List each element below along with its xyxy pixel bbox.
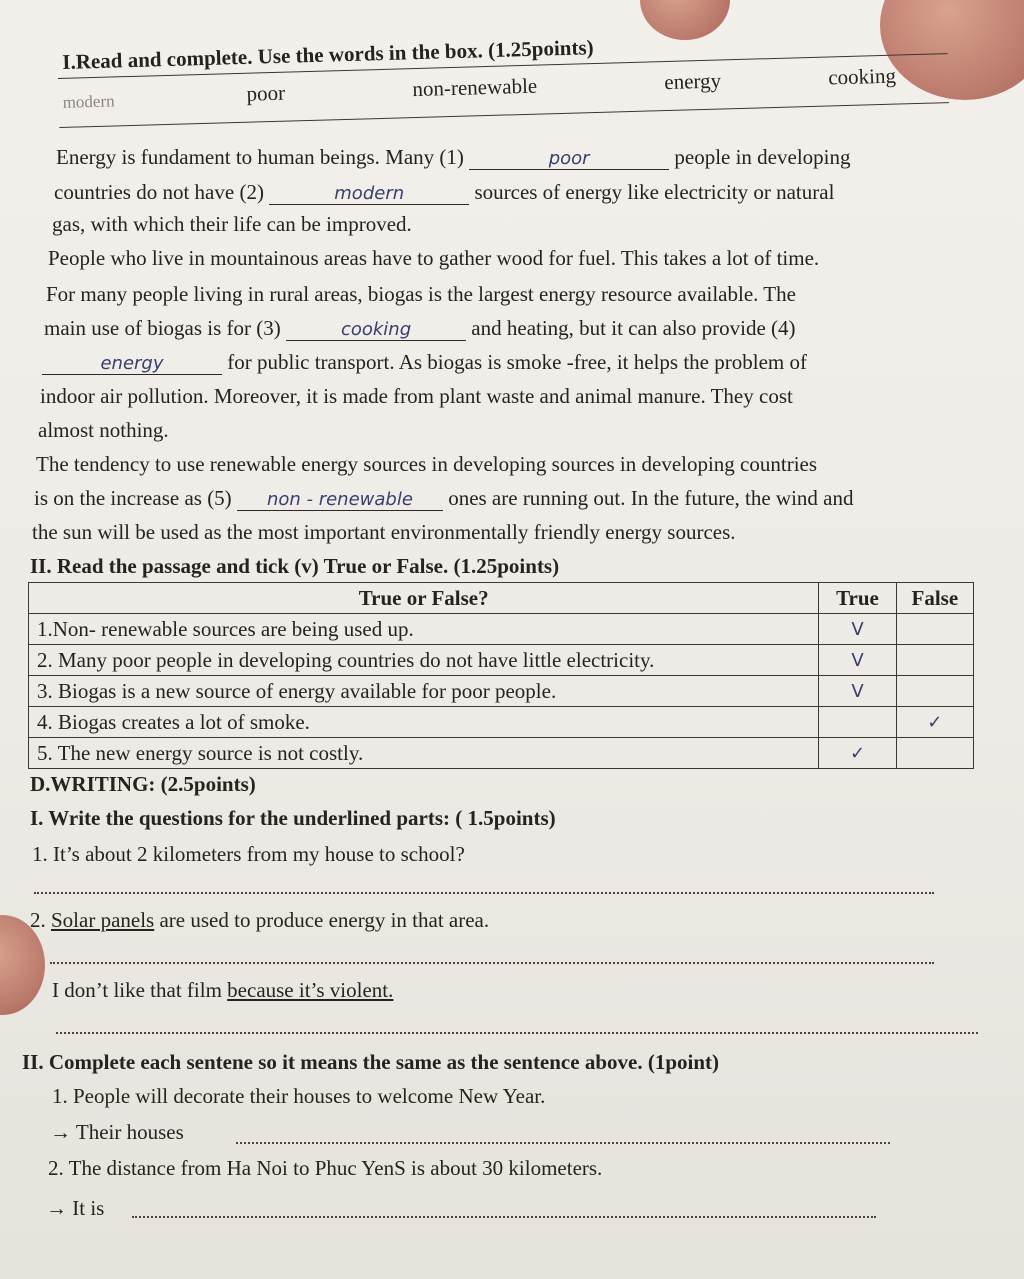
- answer-4: energy: [42, 354, 222, 375]
- passage-line: For many people living in rural areas, biogas is the largest energy resource available. The: [46, 282, 796, 306]
- word-box-item: energy: [664, 68, 722, 95]
- answer-line-5[interactable]: [132, 1216, 876, 1218]
- answer-line-4[interactable]: [236, 1142, 890, 1144]
- false-cell[interactable]: [896, 738, 973, 769]
- sentence-2-prompt: → It is: [46, 1196, 105, 1220]
- header-false: False: [896, 583, 973, 614]
- sentence-1: 1. People will decorate their houses to welcome New Year.: [52, 1084, 546, 1108]
- passage-line: almost nothing.: [38, 418, 169, 442]
- passage-line: is on the increase as (5) non - renewable ones are running out. In the future, the wind and: [34, 486, 854, 510]
- answer-line-1[interactable]: [34, 892, 934, 894]
- passage-line: energy for public transport. As biogas is smoke -free, it helps the problem of: [42, 350, 807, 375]
- header-statement: True or False?: [29, 583, 819, 614]
- false-cell[interactable]: [896, 676, 973, 707]
- true-false-table: [28, 582, 974, 769]
- passage-line: The tendency to use renewable energy sources in developing sources in developing countries: [36, 452, 818, 476]
- sentence-1-prompt: → Their houses: [50, 1120, 184, 1144]
- statement-cell: 5. The new energy source is not costly.: [29, 738, 819, 769]
- answer-3: cooking: [286, 320, 466, 341]
- table-row: [29, 676, 974, 707]
- false-cell[interactable]: ✓: [896, 707, 973, 738]
- passage-line: countries do not have (2) modern sources of energy like electricity or natural: [54, 180, 835, 204]
- table-row: [29, 707, 974, 738]
- section2-title: II. Read the passage and tick (v) True or False. (1.25points): [30, 554, 560, 578]
- writing-title: D.WRITING: (2.5points): [30, 772, 256, 796]
- passage-line: indoor air pollution. Moreover, it is made from plant waste and animal manure. They cost: [40, 384, 793, 408]
- answer-5: non - renewable: [237, 490, 443, 511]
- true-cell[interactable]: ✓: [819, 738, 896, 769]
- table-header-row: [29, 583, 974, 614]
- question-3: I don’t like that film because it’s violent.: [52, 978, 394, 1002]
- false-cell[interactable]: [896, 645, 973, 676]
- section1-title: I.Read and complete. Use the words in the box. (1.25points): [62, 35, 594, 74]
- answer-line-3[interactable]: [56, 1032, 978, 1034]
- statement-cell: 1.Non- renewable sources are being used up.: [29, 614, 819, 645]
- passage-line: main use of biogas is for (3) cooking and heating, but it can also provide (4): [44, 316, 796, 340]
- false-cell[interactable]: [896, 614, 973, 645]
- passage-line: Energy is fundament to human beings. Many (1) poor people in developing: [56, 145, 851, 169]
- underlined-part: Solar panels: [51, 908, 155, 932]
- passage-line: People who live in mountainous areas have to gather wood for fuel. This takes a lot of time.: [48, 246, 820, 270]
- word-box-item: cooking: [827, 63, 897, 90]
- table-row: [29, 645, 974, 676]
- true-cell[interactable]: V: [819, 676, 896, 707]
- table-row: [29, 738, 974, 769]
- word-box-item: poor: [246, 80, 286, 106]
- question-2: 2. Solar panels are used to produce energy in that area.: [30, 908, 490, 932]
- word-box-item: modern: [62, 91, 115, 112]
- header-true: True: [819, 583, 896, 614]
- sentence-2: 2. The distance from Ha Noi to Phuc YenS is about 30 kilometers.: [48, 1156, 603, 1180]
- word-box-item: non-renewable: [412, 73, 538, 102]
- answer-1: poor: [469, 149, 669, 170]
- statement-cell: 3. Biogas is a new source of energy available for poor people.: [29, 676, 819, 707]
- passage-line: the sun will be used as the most important environmentally friendly energy sources.: [32, 520, 736, 544]
- statement-cell: 4. Biogas creates a lot of smoke.: [29, 707, 819, 738]
- statement-cell: 2. Many poor people in developing countries do not have little electricity.: [29, 645, 819, 676]
- writing-part1-title: I. Write the questions for the underlined parts: ( 1.5points): [30, 806, 556, 830]
- question-1: 1. It’s about 2 kilometers from my house to school?: [32, 842, 465, 866]
- true-cell[interactable]: V: [819, 645, 896, 676]
- answer-line-2[interactable]: [50, 962, 934, 964]
- passage-line: gas, with which their life can be improved.: [52, 212, 412, 236]
- table-row: [29, 614, 974, 645]
- answer-2: modern: [269, 184, 469, 205]
- true-cell[interactable]: V: [819, 614, 896, 645]
- true-cell[interactable]: [819, 707, 896, 738]
- underlined-part: because it’s violent.: [227, 978, 394, 1002]
- writing-part2-title: II. Complete each sentene so it means the same as the sentence above. (1point): [22, 1050, 719, 1074]
